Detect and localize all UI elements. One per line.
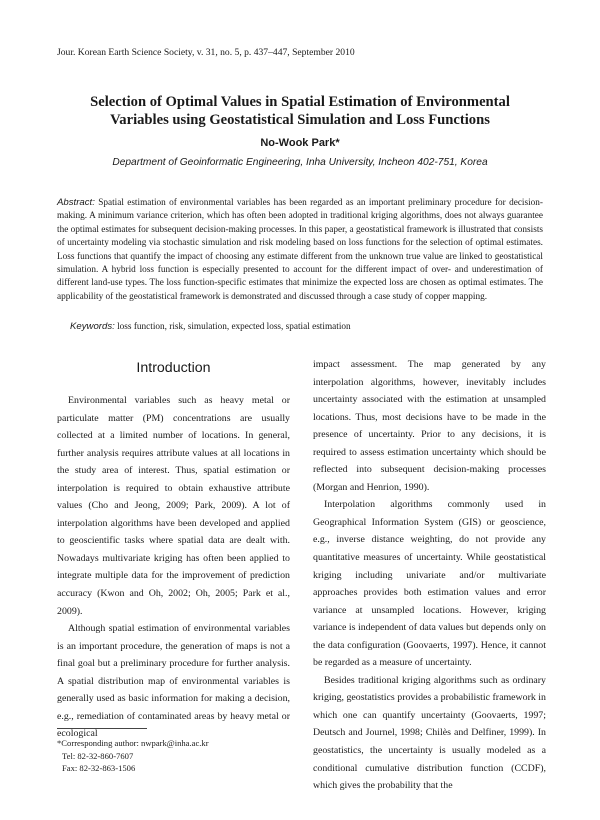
keywords — [70, 321, 351, 332]
footnote — [57, 737, 209, 775]
paragraph: Interpolation algorithms commonly used in Geographical Information System (GIS) or geoscience, e.g., inverse distance weighting, do not provide any quantitative measures of uncertainty. While geostatistical kriging including univariate and/or multivariate approaches provides both estimation values and error variance at unsampled locations. However, kriging variance is independent of data values but depends only on the data configuration (Goovaerts, 1997). Hence, it cannot be regarded as a measure of uncertainty. — [313, 499, 546, 669]
telephone: Tel: 82-32-860-7607 — [62, 750, 134, 761]
abstract-label: Abstract: — [57, 197, 95, 208]
title-line-2: Variables using Geostatistical Simulation and Loss Functions — [110, 112, 490, 128]
footnote-divider — [57, 728, 147, 729]
left-column — [57, 356, 290, 743]
abstract — [57, 196, 543, 304]
author-name: No-Wook Park* — [260, 137, 340, 149]
keywords-text: loss function, risk, simulation, expected loss, spatial estimation — [117, 322, 351, 332]
paper-title — [40, 93, 560, 129]
author-affiliation: Department of Geoinformatic Engineering, Inha University, Incheon 402-751, Korea — [112, 157, 488, 168]
paragraph: Besides traditional kriging algorithms such as ordinary kriging, geostatistics provides a probabilistic framework in which one can quantify uncertainty (Goovaerts, 1997; Deutsch and Journel, 1998; Chilès and Delfiner, 1999). In geostatistics, the uncertainty is usually modeled as a conditional cumulative distribution function (CCDF), which gives the probability that the — [313, 674, 546, 792]
paragraph: Environmental variables such as heavy metal or particulate matter (PM) concentrations are usually collected at a limited number of locations. In general, further analysis requires attribute values at all locations in the study area of interest. Thus, spatial estimation or interpolation is required to obtain exhaustive attribute values (Cho and Jeong, 2009; Park, 2009). A lot of interpolation algorithms have been developed and applied to geoscientific tasks where spatial data are dealt with. Nowadays multivariate kriging has often been applied to integrate multiple data for the improvement of prediction accuracy (Kwon and Oh, 2002; Oh, 2005; Park et al., 2009). — [57, 395, 290, 617]
fax: Fax: 82-32-863-1506 — [62, 763, 136, 773]
journal-reference: Jour. Korean Earth Science Society, v. 31, no. 5, p. 437–447, September 2010 — [57, 47, 355, 58]
paragraph: Although spatial estimation of environmental variables is an important procedure, the generation of maps is not a final goal but a preliminary procedure for further analysis. A spatial distribution map of environmental variables is generally used as basic information for making a decision, e.g., remediation of contaminated areas by heavy metal or ecological — [57, 623, 290, 740]
keywords-label: Keywords: — [70, 321, 115, 332]
section-heading-introduction: Introduction — [136, 360, 211, 376]
corresponding-author: *Corresponding author: nwpark@inha.ac.kr — [57, 738, 209, 748]
title-line-1: Selection of Optimal Values in Spatial Estimation of Environmental — [90, 94, 510, 110]
abstract-text: Spatial estimation of environmental variables has been regarded as an important preliminary procedure for decision-making. A minimum variance criterion, which has often been adopted in traditional kriging algorithms, does not always guarantee the optimal estimates for subsequent decision-making processes. In this paper, a geostatistical framework is illustrated that consists of uncertainty modeling via stochastic simulation and risk modeling based on loss functions for the selection of optimal estimates. Loss functions that quantify the impact of choosing any estimate different from the unknown true value are linked to geostatistical simulation. A hybrid loss function is especially presented to account for the different impact of over- and underestimation of different land-use types. The loss function-specific estimates that minimize the expected loss are chosen as optimal estimates. The applicability of the geostatistical framework is demonstrated and discussed through a case study of copper mapping. — [57, 198, 543, 302]
paragraph: impact assessment. The map generated by any interpolation algorithms, however, inevitably includes uncertainty associated with the estimation at unsampled locations. Thus, most decisions have to be made in the presence of uncertainty. Prior to any decisions, it is required to assess estimation uncertainty which should be reflected into subsequent decision-making processes (Morgan and Henrion, 1990). — [313, 359, 546, 493]
right-column — [313, 356, 546, 795]
